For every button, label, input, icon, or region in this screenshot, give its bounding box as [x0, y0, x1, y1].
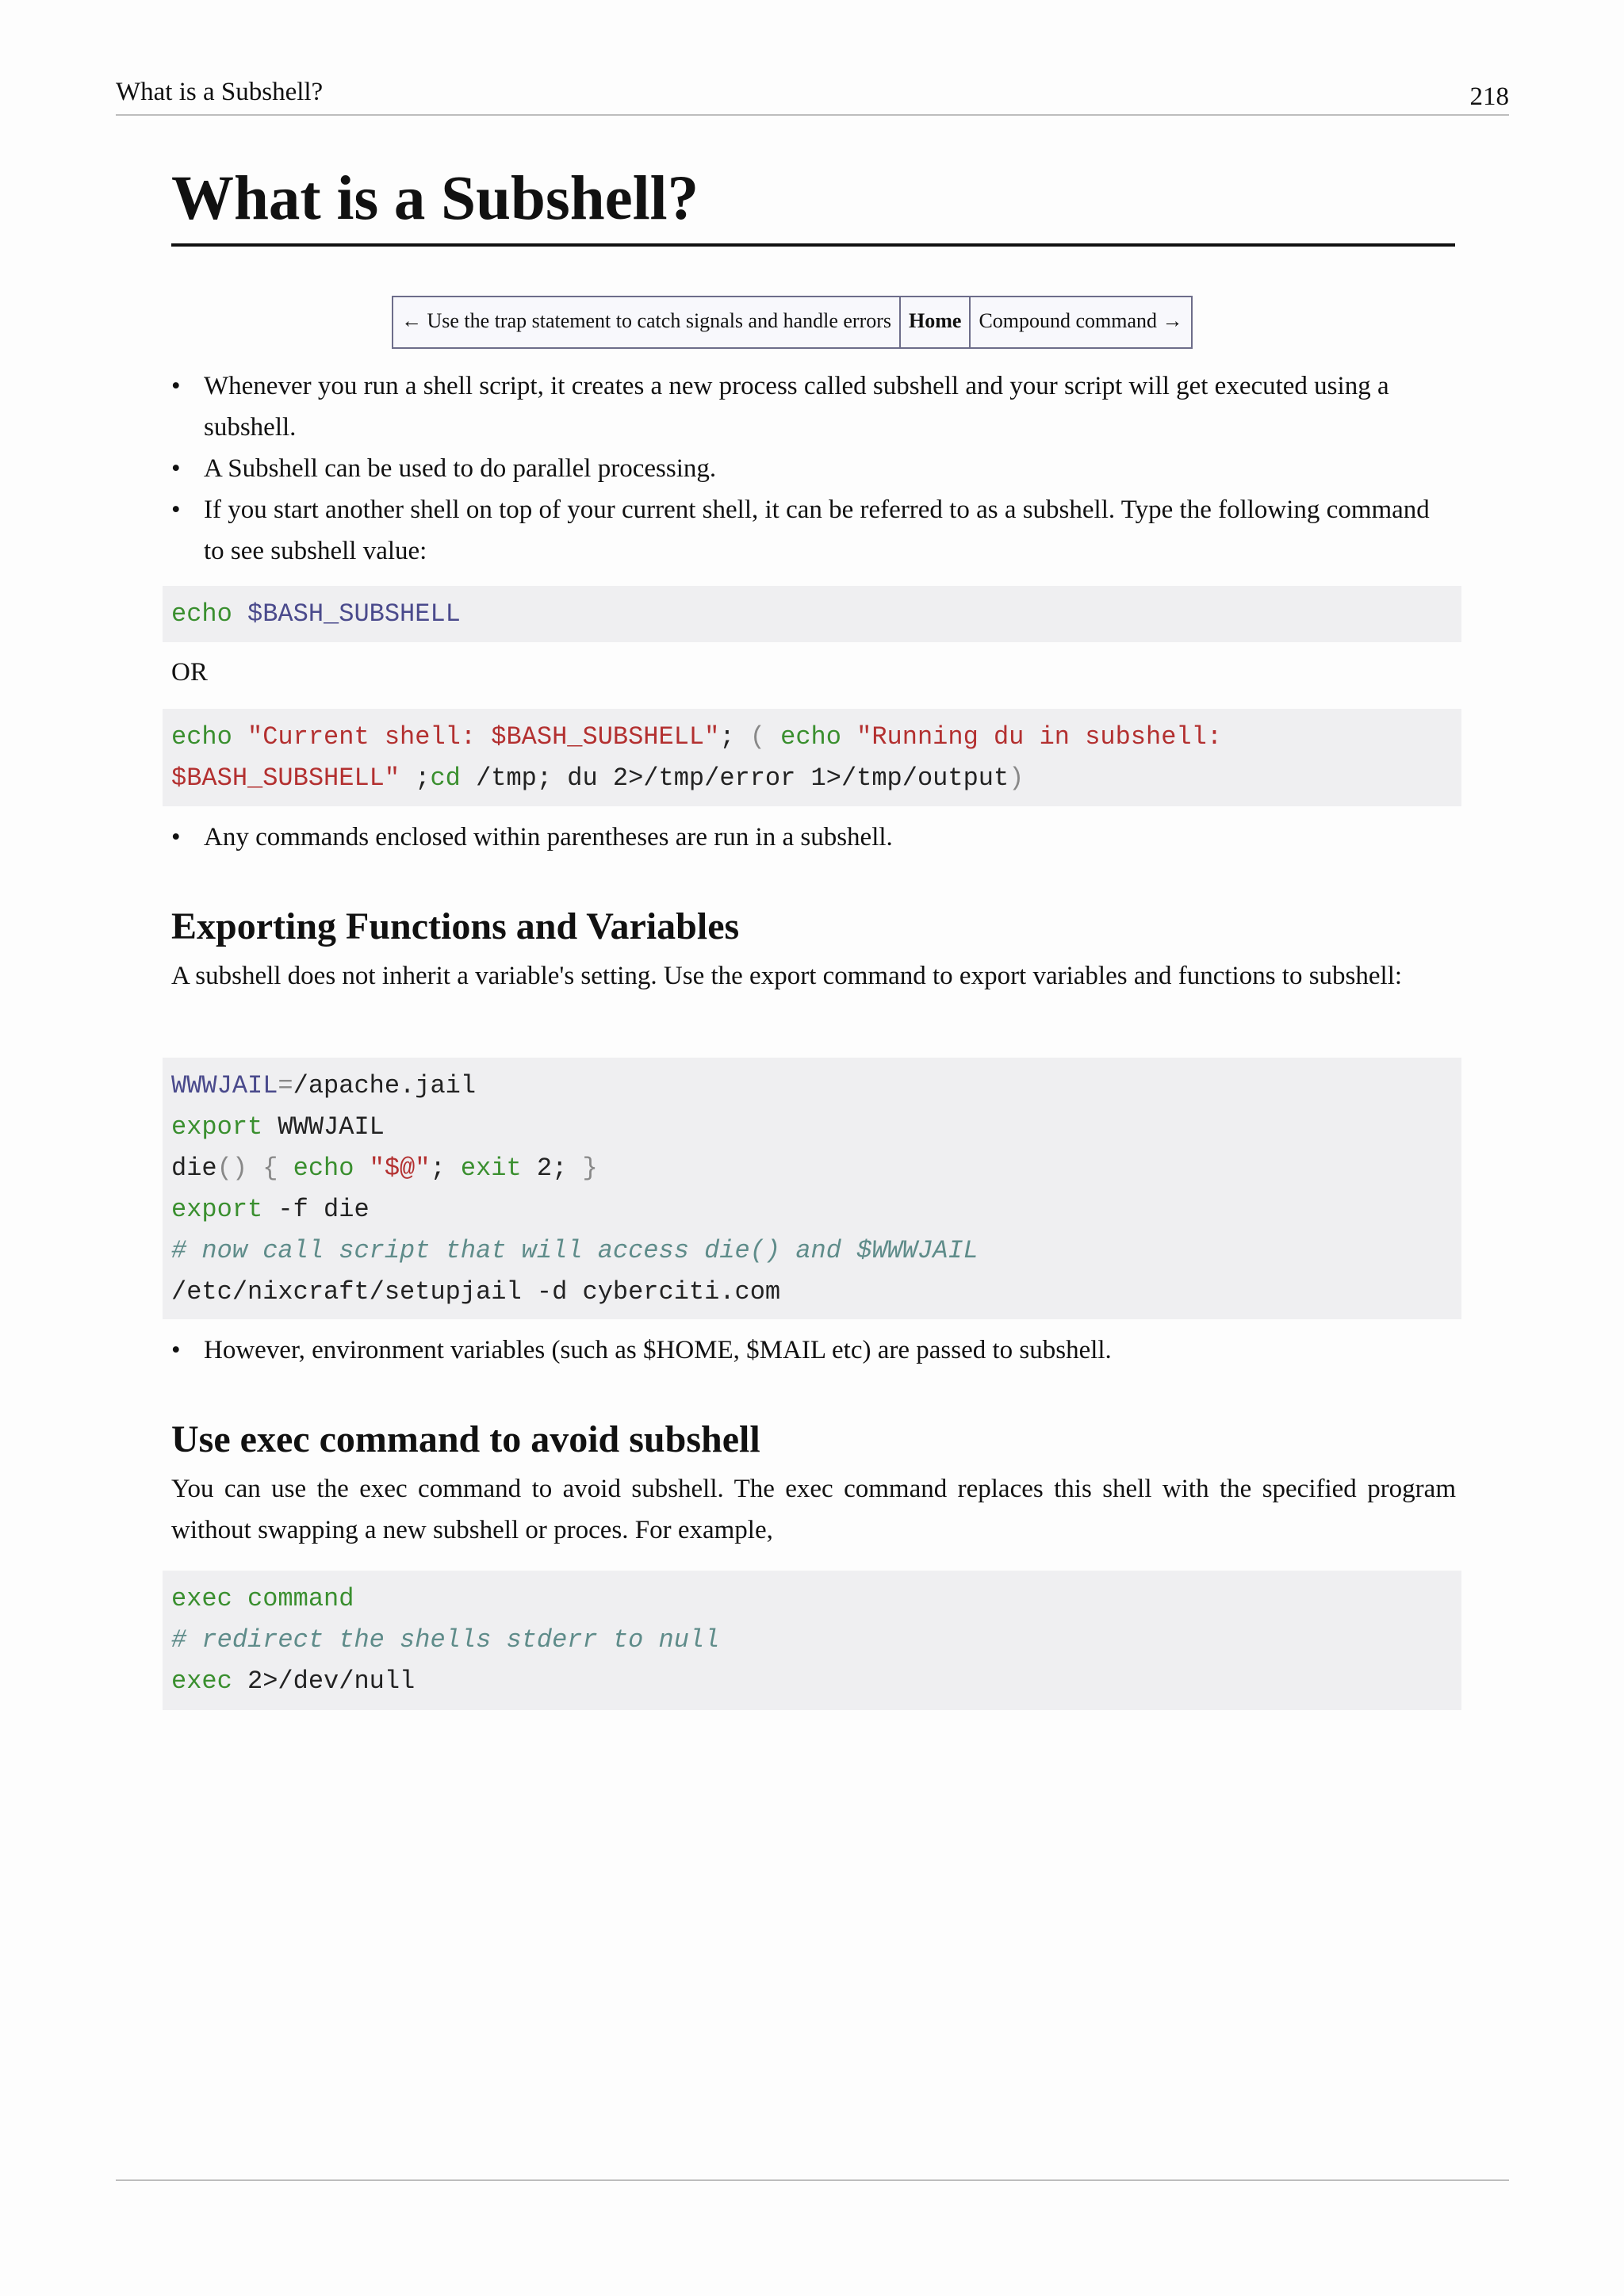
navigation-box	[392, 296, 1193, 349]
or-text: OR	[171, 658, 208, 687]
code-operator: }	[582, 1154, 598, 1183]
code-comment: # redirect the shells stderr to null	[171, 1625, 720, 1655]
code-text: -f die	[278, 1195, 370, 1224]
running-header-title: What is a Subshell?	[116, 78, 324, 106]
code-comment: # now call script that will access die() and $WWWJAIL	[171, 1236, 979, 1265]
code-string: "Current shell: $BASH_SUBSHELL"	[247, 722, 720, 752]
code-keyword: cd	[430, 763, 461, 793]
code-operator: ()	[216, 1154, 248, 1183]
section-paragraph: A subshell does not inherit a variable's setting. Use the export command to export variables and functions to subshell:	[171, 962, 1403, 990]
code-string: "Running du in subshell:	[856, 722, 1223, 752]
intro-list	[171, 365, 1456, 572]
footer-rule	[116, 2179, 1509, 2181]
environment-list	[171, 1330, 1456, 1371]
code-text: ;	[719, 722, 735, 752]
code-text: die	[171, 1154, 217, 1183]
code-variable: WWWJAIL	[171, 1071, 278, 1100]
code-operator: )	[1009, 763, 1025, 793]
code-text: /apache.jail	[293, 1071, 477, 1100]
code-operator: (	[749, 722, 765, 752]
list-item: • However, environment variables (such as $HOME, $MAIL etc) are passed to subshell.	[171, 1330, 1456, 1371]
code-text: /etc/nixcraft/setupjail -d cyberciti.com	[171, 1277, 781, 1307]
code-keyword: export	[171, 1112, 263, 1142]
page-number: 218	[1469, 82, 1509, 111]
code-keyword: export	[171, 1195, 263, 1224]
code-keyword: echo	[171, 722, 232, 752]
code-string: "$@"	[369, 1154, 431, 1183]
prev-page-link[interactable]: ← Use the trap statement to catch signals and handle errors	[401, 309, 892, 332]
code-keyword: echo	[293, 1154, 354, 1183]
code-block-export	[163, 1058, 1461, 1319]
code-block-subshell-example	[163, 709, 1461, 806]
parentheses-list	[171, 817, 1456, 858]
code-text: 2>/dev/null	[247, 1667, 416, 1696]
code-variable: $BASH_SUBSHELL	[247, 599, 461, 629]
list-item: • If you start another shell on top of your current shell, it can be referred to as a subshell. Type the following command to see subshell value:	[171, 489, 1456, 572]
code-text: /tmp; du 2>/tmp/error 1>/tmp/output	[476, 763, 1009, 793]
code-text: ;	[415, 763, 431, 793]
code-keyword: echo	[171, 599, 232, 629]
page-title: What is a Subshell?	[171, 157, 1455, 247]
home-link[interactable]: Home	[899, 297, 969, 347]
code-keyword: exec	[171, 1667, 232, 1696]
list-item: • A Subshell can be used to do parallel processing.	[171, 448, 1456, 489]
code-operator: {	[262, 1154, 278, 1183]
code-block-bash-subshell	[163, 586, 1461, 642]
section-exporting	[171, 903, 1456, 997]
section-heading: Use exec command to avoid subshell	[171, 1418, 760, 1460]
running-header	[116, 78, 1509, 116]
list-item: • Whenever you run a shell script, it creates a new process called subshell and your script will get executed using a subshell.	[171, 365, 1456, 448]
code-text: 2;	[536, 1154, 568, 1183]
section-exec	[171, 1416, 1456, 1551]
code-keyword: echo	[780, 722, 841, 752]
code-text: WWWJAIL	[278, 1112, 385, 1142]
code-text: ;	[430, 1154, 446, 1183]
code-operator: =	[278, 1071, 293, 1100]
code-keyword: exit	[460, 1154, 522, 1183]
section-paragraph: You can use the exec command to avoid subshell. The exec command replaces this shell with the specified program without swapping a new subshell or proces. For example,	[171, 1475, 1456, 1544]
code-keyword: exec command	[171, 1584, 354, 1613]
section-heading: Exporting Functions and Variables	[171, 905, 740, 947]
list-item: • Any commands enclosed within parentheses are run in a subshell.	[171, 817, 1456, 858]
code-string: $BASH_SUBSHELL"	[171, 763, 400, 793]
next-page-link[interactable]: Compound command →	[969, 297, 1190, 347]
code-block-exec	[163, 1571, 1461, 1710]
